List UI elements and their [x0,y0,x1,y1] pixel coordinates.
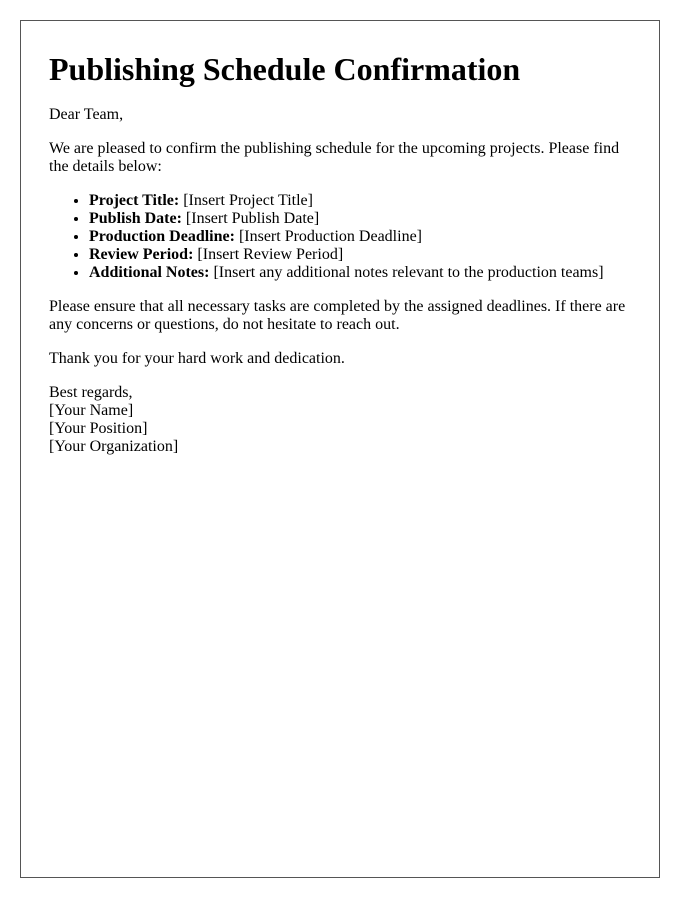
signature-block [49,384,631,456]
intro-paragraph: We are pleased to confirm the publishing schedule for the upcoming projects. Please find the details below: [49,139,620,175]
detail-label: Production Deadline: [89,227,235,245]
signer-position: [Your Position] [49,419,148,437]
detail-item-production-deadline [89,228,631,246]
closing-line: Best regards, [49,383,133,401]
detail-item-additional-notes [89,264,631,282]
detail-item-project-title [89,192,631,210]
thanks-paragraph: Thank you for your hard work and dedication. [49,349,345,367]
detail-value: [Insert Production Deadline] [234,227,422,245]
detail-value: [Insert any additional notes relevant to the production teams] [209,263,604,281]
letter-container [20,20,660,878]
detail-label: Project Title: [89,191,180,209]
signer-organization: [Your Organization] [49,437,179,455]
greeting: Dear Team, [49,105,124,123]
signer-name: [Your Name] [49,401,134,419]
detail-value: [Insert Publish Date] [181,209,320,227]
detail-item-publish-date [89,210,631,228]
detail-label: Additional Notes: [89,263,210,281]
detail-value: [Insert Review Period] [193,245,344,263]
detail-label: Review Period: [89,245,194,263]
detail-value: [Insert Project Title] [179,191,313,209]
page-title: Publishing Schedule Confirmation [49,51,521,87]
detail-label: Publish Date: [89,209,182,227]
detail-item-review-period [89,246,631,264]
details-list [49,192,631,282]
ensure-paragraph: Please ensure that all necessary tasks are completed by the assigned deadlines. If there are any concerns or questions, do not hesitate to reach out. [49,297,626,333]
